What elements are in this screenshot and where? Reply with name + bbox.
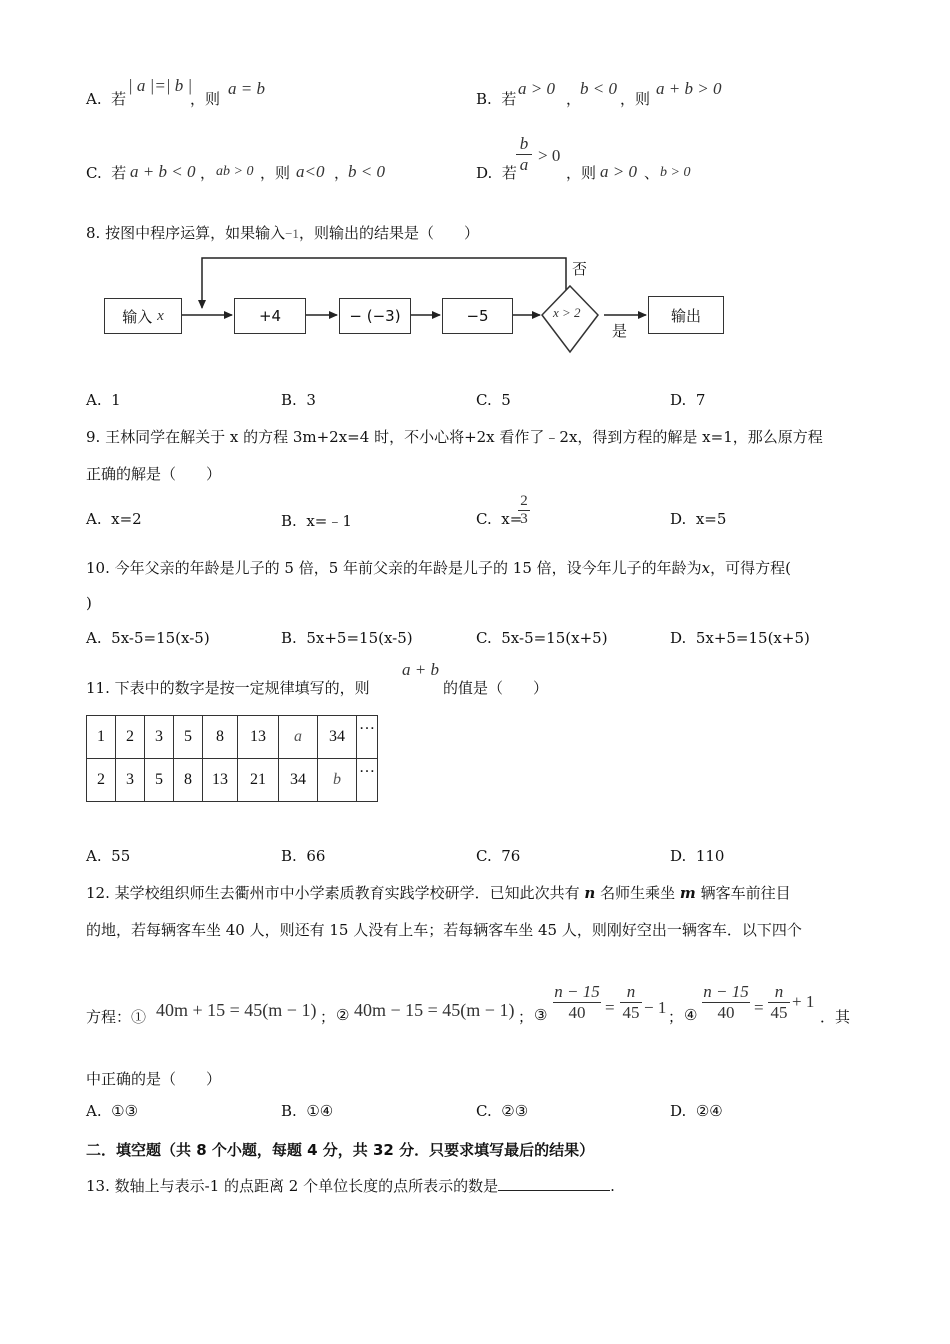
q12-eq4-num: n − 15 bbox=[703, 982, 749, 1001]
q8-input-label: 输入 bbox=[122, 307, 153, 326]
q9-stem-line2: 正确的解是（ ） bbox=[86, 465, 222, 483]
section-heading: 二．填空题（共 8 个小题，每题 4 分，共 32 分．只要求填写最后的结果） bbox=[86, 1141, 595, 1159]
q11-sequence-table bbox=[86, 715, 378, 802]
q12-option-b: B. ①④ bbox=[281, 1102, 334, 1120]
q12-option-c: C. ②③ bbox=[476, 1102, 529, 1120]
q8-input-value: −1 bbox=[285, 226, 299, 241]
q10-var: x bbox=[701, 559, 711, 577]
q12-stem-line2: 的地，若每辆客车坐 40 人，则还有 15 人没有上车；若每辆客车坐 45 人，则刚好空出一辆客车．以下四个 bbox=[86, 921, 802, 939]
q10-stem-line1: 10. 今年父亲的年龄是儿子的 5 倍，5 年前父亲的年龄是儿子的 15 倍，设今年儿子的年龄为x，可得方程( bbox=[86, 559, 791, 577]
q8-output-box: 输出 bbox=[648, 296, 724, 334]
q7-option-c: C. 若 bbox=[86, 164, 127, 182]
q7-b-expr1: a > 0 bbox=[518, 79, 555, 98]
q12-var-n: n bbox=[584, 884, 596, 902]
q12-eq4-den: 40 bbox=[717, 1003, 735, 1022]
q7-c-sep1: ， bbox=[200, 164, 216, 182]
table-row bbox=[87, 759, 378, 802]
q12-eq3-num2: n bbox=[626, 982, 636, 1001]
table-cell: 2 bbox=[87, 759, 116, 802]
q12-stem-line1: 12. 某学校组织师生去衢州市中小学素质教育实践学校研学．已知此次共有 n 名师生乘坐 m 辆客车前往目 bbox=[86, 884, 791, 902]
q10-option-d: D. 5x+5=15(x+5) bbox=[670, 629, 810, 647]
q11-option-a: A. 55 bbox=[86, 847, 131, 865]
q9-c-fraction bbox=[518, 493, 530, 528]
q7-b-expr2: b < 0 bbox=[580, 79, 617, 98]
q8-step-minus5: −5 bbox=[442, 298, 513, 334]
q7-b-sep: ， bbox=[566, 90, 582, 108]
q9-option-a: A. x=2 bbox=[86, 510, 142, 528]
q10-stem-line2: ) bbox=[86, 594, 92, 612]
table-cell: 13 bbox=[238, 716, 279, 759]
q11-option-b: B. 66 bbox=[281, 847, 326, 865]
q7-b-conclusion: a + b > 0 bbox=[656, 79, 722, 98]
q7-option-d: D. 若 bbox=[476, 164, 517, 182]
table-cell: 8 bbox=[203, 716, 238, 759]
q8-yes-label: 是 bbox=[612, 322, 628, 340]
q7-b-ze: ，则 bbox=[620, 90, 651, 108]
q7-option-a: A. 若 bbox=[86, 90, 127, 108]
q8-no-label: 否 bbox=[572, 260, 588, 278]
q12-option-a: A. ①③ bbox=[86, 1102, 139, 1120]
q8-input-var: x bbox=[157, 307, 164, 324]
q7-c-expr2: ab > 0 bbox=[216, 164, 254, 179]
q12-eq2: 40m − 15 = 45(m − 1) bbox=[354, 1000, 515, 1020]
q7-c-sep2: ， bbox=[334, 164, 350, 182]
q12-eq3-tail: − 1 bbox=[644, 998, 667, 1017]
q12-sep3: ； bbox=[668, 1008, 684, 1026]
q11-stem: 11. 下表中的数字是按一定规律填写的，则 bbox=[86, 679, 370, 697]
q7-c-expr4: b < 0 bbox=[348, 162, 385, 181]
table-row bbox=[87, 716, 378, 759]
q11-option-c: C. 76 bbox=[476, 847, 521, 865]
q7-d-frac-den: a bbox=[519, 155, 529, 174]
table-cell: 5 bbox=[145, 759, 174, 802]
q12-eq3-eq: = bbox=[605, 998, 615, 1017]
table-cell: 2 bbox=[116, 716, 145, 759]
q12-var-m: m bbox=[679, 884, 696, 902]
q10-option-c: C. 5x-5=15(x+5) bbox=[476, 629, 608, 647]
q7-a-ze: ，则 bbox=[190, 90, 221, 108]
q7-c-ze: ，则 bbox=[260, 164, 291, 182]
q12-equations-line: 方程：① bbox=[86, 1008, 147, 1026]
q9-c-frac-num: 2 bbox=[520, 493, 528, 509]
q8-step-minus-neg3: − (−3) bbox=[339, 298, 411, 334]
q10-option-a: A. 5x-5=15(x-5) bbox=[86, 629, 210, 647]
q8-stem-text: 8. 按图中程序运算，如果输入 bbox=[86, 224, 286, 242]
table-cell: 3 bbox=[145, 716, 174, 759]
q12-eq3-den: 40 bbox=[568, 1003, 586, 1022]
q7-d-sep: 、 bbox=[644, 164, 660, 182]
q7-c-expr3: a<0 bbox=[296, 162, 325, 181]
q8-stem-end: ，则输出的结果是（ ） bbox=[298, 224, 479, 242]
q12-eq1: 40m + 15 = 45(m − 1) bbox=[156, 1000, 317, 1020]
q7-d-gt: > 0 bbox=[538, 146, 561, 165]
q12-option-d: D. ②④ bbox=[670, 1102, 723, 1120]
q9-option-b: B. x=﹣1 bbox=[281, 512, 352, 530]
table-cell: 34 bbox=[279, 759, 318, 802]
q8-stem bbox=[86, 222, 479, 243]
table-cell: … bbox=[357, 759, 378, 802]
q12-eq4-frac-left bbox=[702, 982, 750, 1023]
table-cell: 5 bbox=[174, 716, 203, 759]
q8-option-b: B. 3 bbox=[281, 391, 316, 409]
q12-eq3-mark: ③ bbox=[534, 1006, 548, 1024]
q8-option-c: C. 5 bbox=[476, 391, 511, 409]
q12-eq3-den2: 45 bbox=[622, 1003, 640, 1022]
table-cell: a bbox=[279, 716, 318, 759]
q11-option-d: D. 110 bbox=[670, 847, 725, 865]
q12-eq4-eq: = bbox=[754, 998, 764, 1017]
q9-option-d: D. x=5 bbox=[670, 510, 727, 528]
q12-eq4-mark: ④ bbox=[684, 1006, 698, 1024]
q9-option-c: C. x= bbox=[476, 510, 523, 528]
q12-eq3-frac-left bbox=[553, 982, 601, 1023]
table-cell: 8 bbox=[174, 759, 203, 802]
q12-eq3-frac-right bbox=[620, 982, 642, 1023]
q7-d-fraction bbox=[516, 134, 532, 175]
q7-a-abs-expr: | a |=| b | bbox=[128, 76, 193, 95]
q9-c-frac-den: 3 bbox=[520, 511, 528, 527]
q12-eq4-num2: n bbox=[774, 982, 784, 1001]
q7-d-frac-num: b bbox=[519, 134, 529, 153]
q12-eq3-num: n − 15 bbox=[554, 982, 600, 1001]
q7-c-expr1: a + b < 0 bbox=[130, 162, 196, 181]
table-cell: 1 bbox=[87, 716, 116, 759]
q11-expr: a + b bbox=[402, 660, 439, 679]
table-cell: b bbox=[318, 759, 357, 802]
q11-stem-end: 的值是（ ） bbox=[443, 679, 549, 697]
q7-option-b: B. 若 bbox=[476, 90, 517, 108]
q12-eq4-den2: 45 bbox=[770, 1003, 788, 1022]
q10-option-b: B. 5x+5=15(x-5) bbox=[281, 629, 413, 647]
q9-stem-line1: 9. 王林同学在解关于 x 的方程 3m+2x=4 时，不小心将+2x 看作了﹣2x，得到方程的解是 x=1，那么原方程 bbox=[86, 428, 823, 446]
q12-eq2-mark: ② bbox=[336, 1006, 350, 1024]
q12-sep1: ； bbox=[320, 1008, 336, 1026]
table-cell: 21 bbox=[238, 759, 279, 802]
q13-answer-blank[interactable] bbox=[498, 1176, 610, 1191]
q8-step-plus4: +4 bbox=[234, 298, 306, 334]
q12-eq4-tail: + 1 bbox=[792, 992, 815, 1011]
table-cell: 3 bbox=[116, 759, 145, 802]
q7-d-expr2: a > 0 bbox=[600, 162, 637, 181]
table-cell: … bbox=[357, 716, 378, 759]
table-cell: 13 bbox=[203, 759, 238, 802]
table-cell: 34 bbox=[318, 716, 357, 759]
q12-sep2: ； bbox=[518, 1008, 534, 1026]
q7-d-expr3: b > 0 bbox=[660, 165, 691, 180]
q7-d-ze: ，则 bbox=[566, 164, 597, 182]
q7-a-conclusion: a = b bbox=[228, 79, 265, 98]
q8-option-d: D. 7 bbox=[670, 391, 706, 409]
q12-eq4-frac-right bbox=[768, 982, 790, 1023]
q12-stem-line4: 中正确的是（ ） bbox=[86, 1070, 222, 1088]
q12-end: ．其 bbox=[820, 1008, 851, 1026]
q13-stem: 13. 数轴上与表示-1 的点距离 2 个单位长度的点所表示的数是 . bbox=[86, 1177, 615, 1195]
q8-condition-text: x > 2 bbox=[553, 305, 581, 320]
q8-option-a: A. 1 bbox=[86, 391, 121, 409]
q8-input-box bbox=[104, 298, 182, 334]
